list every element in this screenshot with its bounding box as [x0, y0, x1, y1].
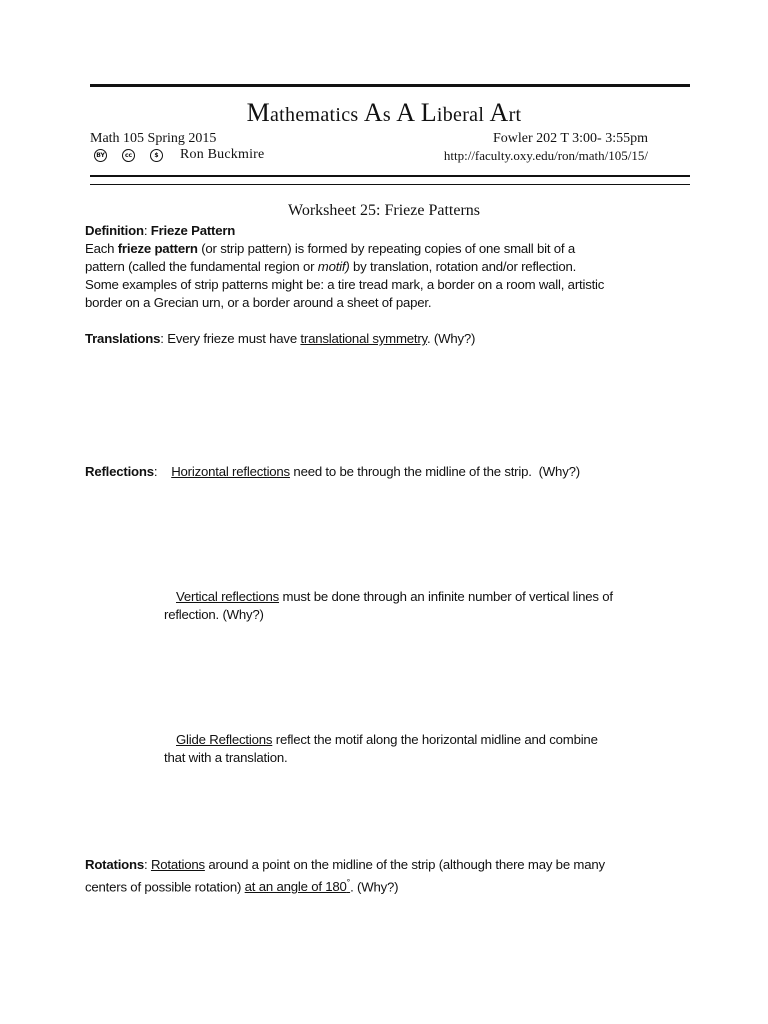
- reflections-section: [85, 463, 580, 481]
- degree-sign: °: [346, 878, 351, 888]
- title-initial-a2: A: [396, 98, 416, 127]
- title-part-2: s: [382, 104, 397, 126]
- title-part-1: athematics: [270, 104, 364, 126]
- translations-section: [85, 330, 475, 348]
- glide-reflections-line-1: [176, 731, 598, 749]
- title-initial-a3: A: [489, 98, 509, 127]
- rotations-line-1: [85, 856, 605, 874]
- glide-reflections-term: Glide Reflections: [176, 732, 273, 747]
- angle-text: at an angle of 180: [244, 879, 347, 895]
- reflections-text: need to be through the midline of the strip. (Why?): [289, 464, 580, 479]
- course-url[interactable]: http://faculty.oxy.edu/ron/math/105/15/: [443, 148, 648, 163]
- definition-line-1: [85, 240, 575, 258]
- definition-sep: :: [143, 223, 151, 238]
- rotations-text: around a point on the midline of the strip (although there may be many: [204, 857, 605, 872]
- definition-text: (or strip pattern) is formed by repeating copies of one small bit of a: [197, 241, 575, 256]
- nc-icon: $: [150, 149, 163, 162]
- definition-text: pattern (called the fundamental region or: [85, 259, 318, 274]
- title-initial-m: M: [246, 98, 270, 127]
- author-name: Ron Buckmire: [180, 147, 265, 162]
- header-bottom-rule-thin: [90, 184, 690, 185]
- angle-180-term: [245, 879, 350, 894]
- definition-label: Definition: [85, 223, 144, 238]
- by-icon: BY: [94, 149, 107, 162]
- frieze-pattern-term: frieze pattern: [117, 241, 198, 256]
- definition-text: Each: [85, 241, 118, 256]
- definition-line-3: Some examples of strip patterns might be: a tire tread mark, a border on a room wall, artistic: [85, 277, 605, 292]
- vertical-reflections-line-2: reflection. (Why?): [164, 607, 264, 622]
- rotations-line-2: [85, 874, 398, 896]
- title-part-5: rt: [508, 104, 522, 126]
- glide-reflections-line-2: that with a translation.: [164, 750, 288, 765]
- rotations-text: centers of possible rotation): [85, 879, 245, 895]
- rotations-text: :: [144, 857, 151, 872]
- title-initial-l: L: [420, 98, 437, 127]
- motif-term: motif): [317, 259, 350, 274]
- rotations-text: . (Why?): [350, 879, 399, 895]
- vertical-reflections-term: Vertical reflections: [176, 589, 280, 604]
- location-time: Fowler 202 T 3:00- 3:55pm: [492, 131, 648, 146]
- translations-text: . (Why?): [426, 331, 476, 346]
- reflections-text: :: [153, 464, 172, 479]
- definition-line-4: border on a Grecian urn, or a border around a sheet of paper.: [85, 295, 432, 310]
- translations-text: : Every frieze must have: [160, 331, 301, 346]
- definition-text: by translation, rotation and/or reflection.: [349, 259, 577, 274]
- glide-reflections-text: reflect the motif along the horizontal midline and combine: [272, 732, 598, 747]
- definition-heading: [85, 222, 235, 240]
- rotations-term: Rotations: [150, 857, 205, 872]
- reflections-label: Reflections: [85, 464, 154, 479]
- vertical-reflections-line-1: [176, 588, 613, 606]
- rotations-label: Rotations: [85, 857, 145, 872]
- translations-label: Translations: [85, 331, 161, 346]
- worksheet-title: Worksheet 25: Frieze Patterns: [288, 202, 480, 219]
- title-initial-a1: A: [363, 98, 383, 127]
- definition-term: Frieze Pattern: [150, 223, 236, 238]
- horizontal-reflections-term: Horizontal reflections: [171, 464, 290, 479]
- vertical-reflections-text: must be done through an infinite number of vertical lines of: [279, 589, 613, 604]
- translational-symmetry-term: translational symmetry: [300, 331, 427, 346]
- site-title: [0, 98, 768, 128]
- course-info: Math 105 Spring 2015: [90, 131, 217, 146]
- header-bottom-rule-thick: [90, 175, 690, 177]
- title-part-4: iberal: [436, 104, 490, 126]
- cc-icon: cc: [122, 149, 135, 162]
- definition-line-2: [85, 258, 576, 276]
- header-top-rule: [90, 84, 690, 87]
- license-author-row: [94, 147, 264, 163]
